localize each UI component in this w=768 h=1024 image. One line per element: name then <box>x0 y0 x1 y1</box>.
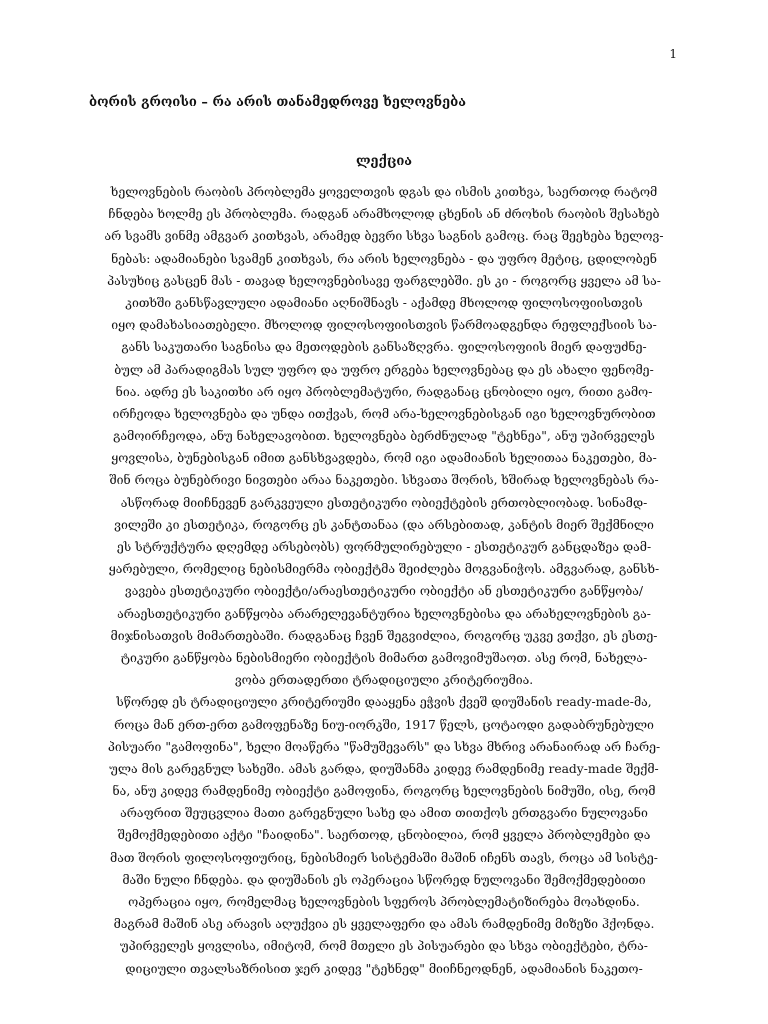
text-line: ოპერაცია იყო, რომელმაც ხელოვნების სფეროს პრობლემატიზირება მოახდინა. <box>128 895 640 909</box>
text-line: კითხში განსწავლული ადამიანი აღნიშნავს - აქამდე მხოლოდ ფილოსოფიისთვის <box>125 295 643 310</box>
text-line: მაში ნული ჩნდება. და დიუშანის ეს ოპერაცია სწორედ ნულოვანი შემოქმედებითი <box>122 872 646 887</box>
text-line: შემოქმედებითი აქტი "ჩაიდინა". საერთოდ, ცნობილია, რომ ყველა პრობლემები და <box>117 828 651 843</box>
text-line: ვავება ესთეტიკური ობიექტი/არაესთეტიკური ობიექტი ან ესთეტიკური განწყობა/ <box>124 584 644 599</box>
document-title: ბორის გროისი – რა არის თანამედროვე ხელოვნება <box>89 95 466 110</box>
text-line: ნა, ანუ კიდევ რამდენიმე ობიექტი გამოფინა, როგორც ხელოვნების ნიმუში, ისე, რომ <box>112 784 656 799</box>
text-line: უპირველეს ყოვლისა, იმიტომ, რომ მთელი ეს პისუარები და სხვა ობიექტები, ტრა- <box>120 939 648 954</box>
text-line: იყო დამახასიათებელი. მხოლოდ ფილოსოფიისთვის წარმოადგენდა რეფლექსიის სა- <box>111 318 657 333</box>
text-line: შინ როცა ბუნებრივი ნივთები არაა ნაკეთები. სხვათა შორის, ხშირად ხელოვნებას რა- <box>109 473 659 488</box>
text-line: არაფრით შეუცვლია მათი გარეგნული სახე და ამით თითქოს ერთგვარი ნულოვანი <box>120 806 648 821</box>
text-line: ხელოვნების რაობის პრობლემა ყოველთვის დგას და ისმის კითხვა, საერთოდ რატომ <box>110 185 658 199</box>
text-line: სწორედ ეს ტრადიციული კრიტერიუმი დააყენა ეჭვის ქვეშ დიუშანის ready-made-მა, <box>116 695 652 710</box>
text-line: მიჯნისათვის მიმართებაში. რადგანაც ჩვენ შეგვიძლია, როგორც უკვე ვთქვი, ეს ესთე- <box>110 628 658 643</box>
text-line: ვილეში კი ესთეტიკა, როგორც ეს კანტთანაა (და არსებითად, კანტის მიერ შექმნილი <box>114 517 654 532</box>
text-line: ტიკური განწყობა ნებისმიერი ობიექტის მიმართ გამოვიმუშაოთ. ასე რომ, ნახელა- <box>120 650 648 665</box>
text-line: მათ შორის ფილოსოფიურიც, ნებისმიერ სისტემაში მაშინ იჩენს თავს, როცა ამ სისტე- <box>110 850 658 865</box>
text-line: ასწორად მიიჩნევენ გარკვეული ესთეტიკური ობიექტების ერთობლიობად. სინამდ- <box>120 495 648 510</box>
body-text <box>88 181 680 980</box>
text-line: ვობა ერთადერთი ტრადიციული კრიტერიუმია. <box>234 673 534 688</box>
text-line: მაგრამ მაშინ ასე არავის აღუქვია ეს ყველაფერი და ამას რამდენიმე მიზეზი ჰქონდა. <box>113 917 655 932</box>
text-line: ყოვლისა, ბუნებისგან იმით განსხვავდება, რომ იგი ადამიანის ხელითაა ნაკეთები, მა- <box>111 451 657 466</box>
text-line: ნებას: ადამიანები სვამენ კითხვას, რა არის ხელოვნება - და უფრო მეტიც, ცდილობენ <box>111 251 657 266</box>
text-line: პისუარი "გამოფინა", ხელი მოაწერა "წამუშევარს" და სხვა მხრივ არანაირად არ ჩარე- <box>107 739 661 754</box>
page-number: 1 <box>669 47 677 61</box>
text-line: არაესთეტიკური განწყობა არარელევანტურია ხელოვნებისა და არახელოვნების გა- <box>117 606 651 621</box>
text-line: გამოირჩეოდა, ანუ ნახელავობით. ხელოვნება ბერძნულად "ტეხნეა", ანუ უპირველეს <box>113 429 655 444</box>
section-heading: ლექცია <box>355 154 413 169</box>
text-line: არ სვამს ვინმე ამგვარ კითხვას, არამედ ბევრი სხვა საგნის გამოც. რაც შეეხება ხელოვ- <box>104 229 664 244</box>
text-line: პასუხიც გასცენ მას - თავად ხელოვნებისავე ფარგლებში. ეს კი - როგორც ყველა ამ სა- <box>107 273 661 288</box>
text-line: ეს სტრუქტურა დღემდე არსებობს) ფორმულირებული - ესთეტიკურ განცდაზეა დამ- <box>116 540 652 554</box>
text-line: ჩნდება ხოლმე ეს პრობლემა. რადგან არამხოლოდ ცხენის ან ძროხის რაობის შესახებ <box>108 207 660 222</box>
text-line: ყარებული, რომელიც ნებისმიერმა ობიექტმა შეიძლება მოგვანიჭოს. ამგვარად, განსხ- <box>108 562 660 577</box>
text-line: განს საკუთარი საგნისა და მეთოდების განსაზღვრა. ფილოსოფიის მიერ დაფუძნე- <box>121 340 647 355</box>
text-line: ულა მის გარეგნულ სახეში. ამას გარდა, დიუშანმა კიდევ რამდენიმე ready-made შექმ- <box>109 761 659 776</box>
text-line: როცა მან ერთ-ერთ გამოფენაზე ნიუ-იორკში, 1917 წელს, ცოტაოდი გადაბრუნებული <box>114 717 654 732</box>
text-line: დიციული თვალსაზრისით ჯერ კიდევ "ტეხნედ" მიიჩნეოდნენ, ადამიანის ნაკეთო- <box>125 961 643 976</box>
text-line: ნია. ადრე ეს საკითხი არ იყო პრობლემატური, რადგანაც ცნობილი იყო, რითი გამო- <box>115 384 653 399</box>
text-line: ბულ ამ პარადიგმას სულ უფრო და უფრო ერგება ხელოვნებაც და ეს ახალი ფენომე- <box>114 362 654 377</box>
text-line: ირჩეოდა ხელოვნება და უნდა ითქვას, რომ არა-ხელოვნებისგან იგი ხელოვნურობით <box>112 406 656 421</box>
